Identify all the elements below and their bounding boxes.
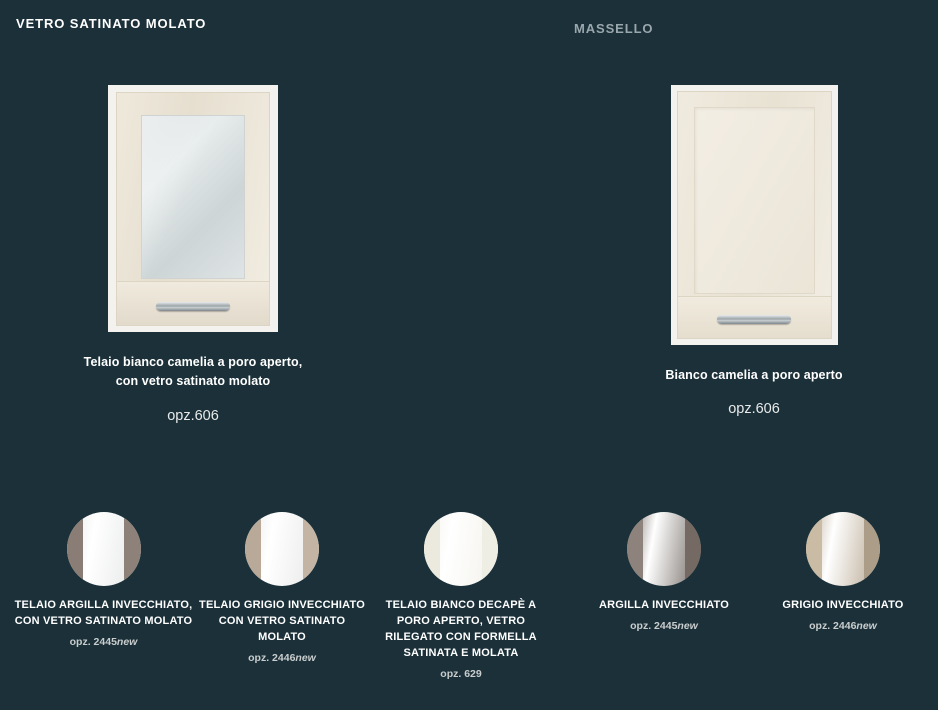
- product-caption: Bianco camelia a poro aperto: [665, 368, 843, 382]
- swatch-label: TELAIO GRIGIO INVECCHIATO CON VETRO SATINATO MOLATO: [199, 599, 365, 643]
- swatch-code: [757, 620, 929, 632]
- swatch-code-text: opz. 2446: [809, 619, 857, 632]
- swatch-item[interactable]: [6, 512, 201, 648]
- swatch-stripe-right: [303, 512, 319, 586]
- glass-door-illustration: [116, 92, 270, 326]
- door-image-frame: [108, 85, 278, 332]
- swatch-color-circle: [245, 512, 319, 586]
- swatch-code: [6, 636, 201, 648]
- section-title-left: VETRO SATINATO MOLATO: [16, 16, 207, 31]
- swatch-stripe-left: [67, 512, 83, 586]
- swatch-stripe-left: [245, 512, 261, 586]
- swatch-color-circle: [806, 512, 880, 586]
- door-handle: [156, 302, 230, 311]
- swatch-code-text: opz. 2446: [248, 651, 296, 664]
- door-glass-panel: [141, 115, 245, 279]
- swatch-color-circle: [67, 512, 141, 586]
- swatch-color-circle: [627, 512, 701, 586]
- product-solid-door: [640, 85, 868, 417]
- swatch-stripe-right: [864, 512, 880, 586]
- section-title-right: MASSELLO: [574, 21, 654, 36]
- swatch-new-badge: new: [116, 635, 138, 648]
- swatch-item[interactable]: [578, 512, 750, 632]
- swatch-code: [196, 652, 368, 664]
- swatch-code-text: opz. 2445: [69, 635, 117, 648]
- door-inset-panel: [694, 107, 815, 294]
- swatch-stripe-right: [482, 512, 498, 586]
- swatch-new-badge: new: [677, 619, 698, 632]
- swatch-label: TELAIO BIANCO DECAPÈ A PORO APERTO, VETRO RILEGATO CON FORMELLA SATINATA E MOLATA: [385, 599, 537, 659]
- swatch-code-text: opz. 629: [440, 667, 482, 680]
- swatch-item[interactable]: [757, 512, 929, 632]
- swatch-new-badge: new: [856, 619, 877, 632]
- swatch-stripe-right: [124, 512, 140, 586]
- product-code: opz.606: [167, 407, 219, 424]
- product-caption: Telaio bianco camelia a poro aperto, con vetro satinato molato: [83, 355, 303, 389]
- swatch-stripe-left: [627, 512, 643, 586]
- swatch-stripe-left: [806, 512, 822, 586]
- swatch-label: ARGILLA INVECCHIATO: [598, 599, 730, 611]
- swatch-item[interactable]: [376, 512, 546, 680]
- swatch-code: [578, 620, 750, 632]
- swatch-new-badge: new: [295, 651, 316, 664]
- door-handle: [717, 315, 791, 324]
- swatch-stripe-left: [424, 512, 440, 586]
- product-code: opz.606: [728, 401, 780, 418]
- swatch-code: [376, 668, 546, 680]
- product-glass-door: [78, 85, 308, 424]
- swatch-code-text: opz. 2445: [630, 619, 678, 632]
- swatch-label: TELAIO ARGILLA INVECCHIATO, CON VETRO SATINATO MOLATO: [14, 599, 193, 627]
- swatch-stripe-right: [685, 512, 701, 586]
- swatch-label: GRIGIO INVECCHIATO: [782, 599, 904, 611]
- swatch-item[interactable]: [196, 512, 368, 664]
- door-image-frame: [671, 85, 838, 345]
- solid-door-illustration: [677, 91, 832, 339]
- swatch-color-circle: [424, 512, 498, 586]
